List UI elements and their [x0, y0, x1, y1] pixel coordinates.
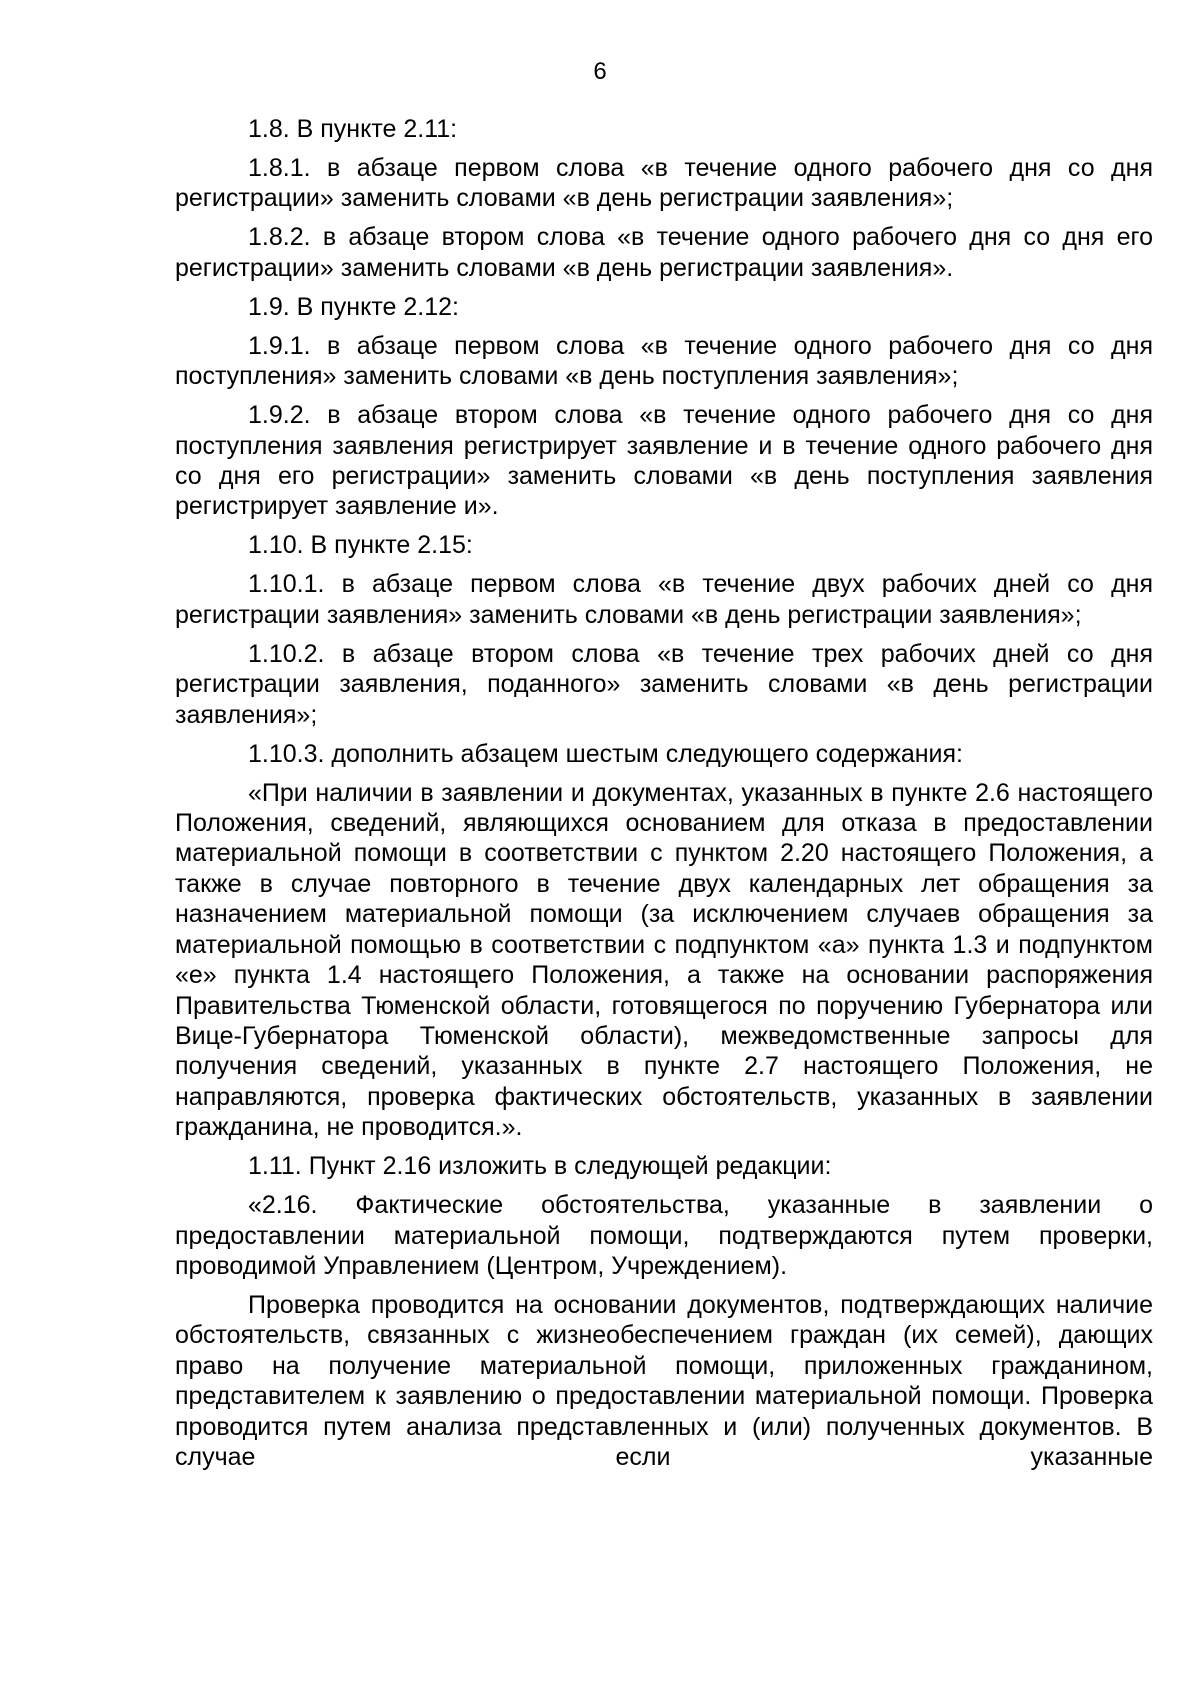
paragraph-1-9: 1.9. В пункте 2.12: [248, 292, 459, 321]
paragraph-verification: Проверка проводится на основании документов, подтверждающих наличие обстоятельств, связанных с жизнеобеспечением граждан (их семей), дающих право на получение материальной помощи, приложенных гражданином, представителем к заявлению о предоставлении материальной помощи. Проверка проводится путем анализа представленных и (или) полученных документов. В случае если указанные [175, 1290, 1153, 1471]
paragraph-2-16: «2.16. Фактические обстоятельства, указанные в заявлении о предоставлении материальной помощи, подтверждаются путем проверки, проводимой Управлением (Центром, Учреждением). [175, 1191, 1153, 1280]
paragraph-1-9-1: 1.9.1. в абзаце первом слова «в течение одного рабочего дня со дня поступления» заменить словами «в день поступления заявления»; [175, 331, 1153, 391]
paragraph-1-8-2: 1.8.2. в абзаце втором слова «в течение одного рабочего дня со дня его регистрации» заменить словами «в день регистрации заявления». [175, 223, 1153, 282]
paragraph-1-10-3: 1.10.3. дополнить абзацем шестым следующего содержания: [248, 739, 963, 768]
paragraph-quote-abzac-6: «При наличии в заявлении и документах, указанных в пункте 2.6 настоящего Положения, сведений, являющихся основанием для отказа в предоставлении материальной помощи в соответствии с пунктом 2.20 настоящего Положения, а также в случае повторного в течение двух календарных лет обращения за назначением материальной помощи (за исключением случаев обращения за материальной помощью в соответствии с подпунктом «а» пункта 1.3 и подпунктом «е» пункта 1.4 настоящего Положения, а также на основании распоряжения Правительства Тюменской области, готовящегося по поручению Губернатора или Вице-Губернатора Тюменской области), межведомственные запросы для получения сведений, указанных в пункте 2.7 настоящего Положения, не направляются, проверка фактических обстоятельств, указанных в заявлении гражданина, не проводится.». [175, 778, 1153, 1142]
page-number: 6 [593, 58, 607, 85]
paragraph-1-8-1: 1.8.1. в абзаце первом слова «в течение одного рабочего дня со дня регистрации» заменить словами «в день регистрации заявления»; [175, 154, 1153, 213]
paragraph-1-10-1: 1.10.1. в абзаце первом слова «в течение двух рабочих дней со дня регистрации заявления» заменить словами «в день регистрации заявления»; [175, 570, 1153, 629]
paragraph-1-8: 1.8. В пункте 2.11: [248, 115, 458, 143]
paragraph-1-10-2: 1.10.2. в абзаце втором слова «в течение трех рабочих дней со дня регистрации заявления, поданного» заменить словами «в день регистрации заявления»; [175, 639, 1153, 729]
paragraph-1-9-2: 1.9.2. в абзаце втором слова «в течение одного рабочего дня со дня поступления заявления регистрирует заявление и в течение одного рабочего дня со дня его регистрации» заменить словами «в день поступления заявления регистрирует заявление и». [175, 401, 1153, 521]
paragraph-1-10: 1.10. В пункте 2.15: [248, 531, 473, 560]
document-body [175, 114, 1153, 1481]
paragraph-1-11: 1.11. Пункт 2.16 изложить в следующей редакции: [248, 1152, 832, 1181]
